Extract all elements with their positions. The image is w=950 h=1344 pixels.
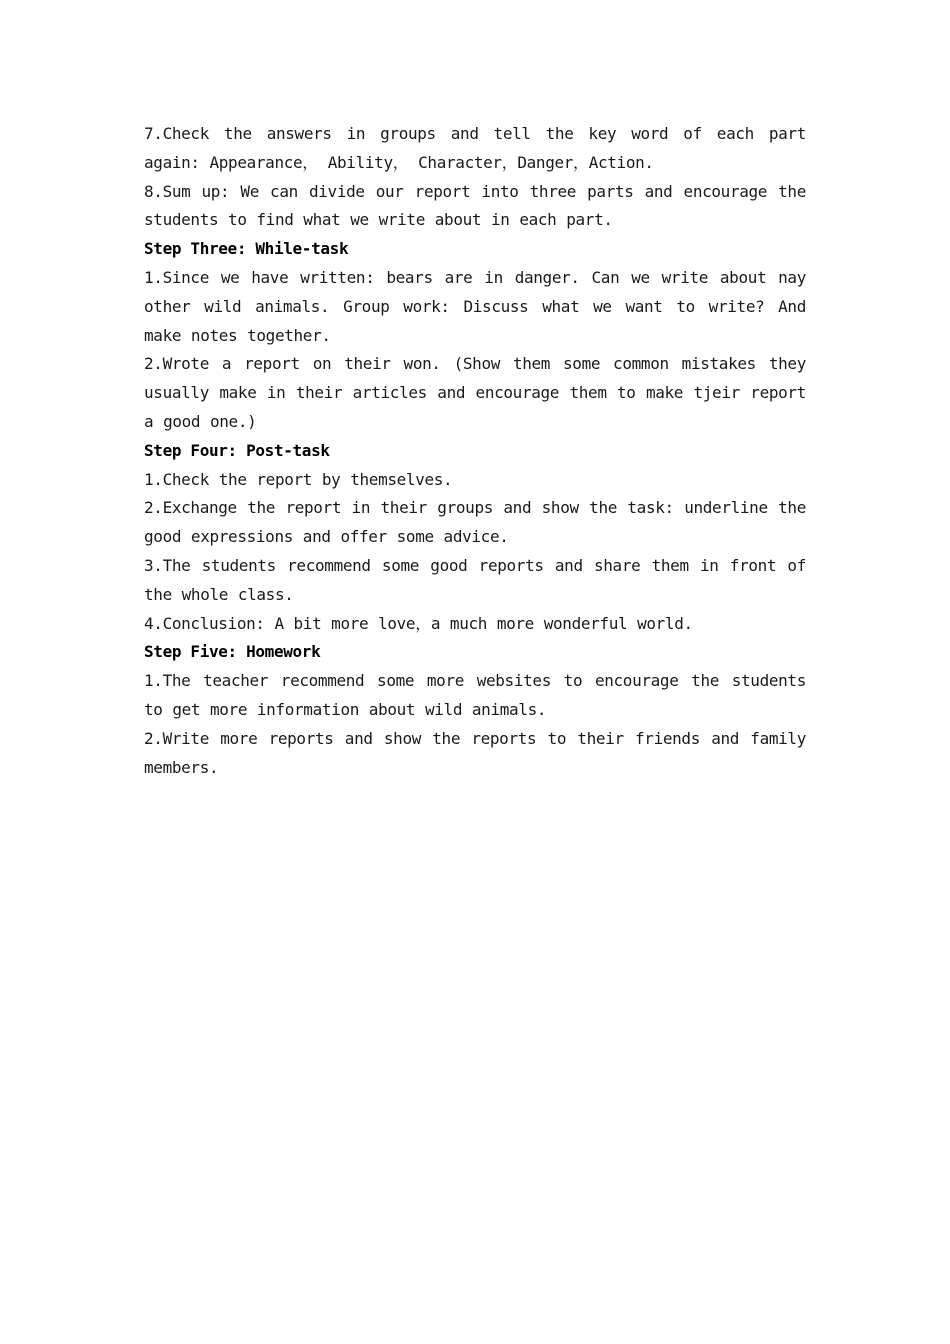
item-7-check-answers: 7.Check the answers in groups and tell the key word of each part again: Appearance， Ability， Character，Danger，Action. (144, 124, 806, 172)
document-page (144, 120, 806, 782)
step3-item-2: 2.Wrote a report on their won. (Show them some common mistakes they usually make in their articles and encourage them to make tjeir report a good one.) (144, 354, 806, 431)
heading-step-four: Step Four: Post-task (144, 440, 330, 460)
step4-item-1: 1.Check the report by themselves. (144, 469, 453, 489)
step5-item-1: 1.The teacher recommend some more websites to encourage the students to get more information about wild animals. (144, 671, 806, 719)
step4-item-2: 2.Exchange the report in their groups and show the task: underline the good expressions and offer some advice. (144, 498, 806, 547)
step4-item-4: 4.Conclusion: A bit more love，a much more wonderful world. (144, 613, 693, 633)
step3-item-1: 1.Since we have written: bears are in danger. Can we write about nay other wild animals. Group work: Discuss what we want to write? And make notes together. (144, 267, 806, 345)
heading-step-three: Step Three: While-task (144, 239, 349, 259)
heading-step-five: Step Five: Homework (144, 642, 321, 662)
step4-item-3: 3.The students recommend some good reports and share them in front of the whole class. (144, 555, 806, 604)
item-8-sum-up: 8.Sum up: We can divide our report into three parts and encourage the students to find what we write about in each part. (144, 181, 806, 230)
step5-item-2: 2.Write more reports and show the reports to their friends and family members. (144, 728, 806, 777)
